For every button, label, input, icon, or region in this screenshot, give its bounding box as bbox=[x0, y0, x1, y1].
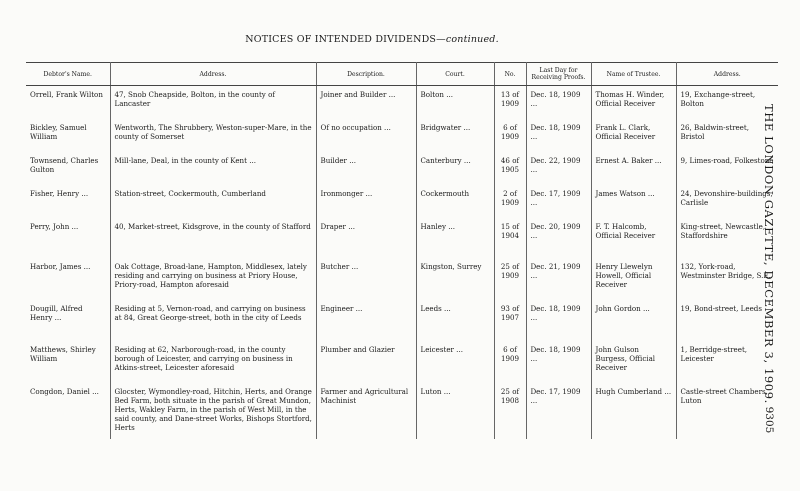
table-row bbox=[26, 119, 778, 152]
case-number: 2 of 1909 bbox=[494, 185, 526, 218]
trustee-name: Thomas H. Winder, Official Receiver bbox=[591, 86, 676, 120]
trustee-address: 132, York-road, Westminster Bridge, S.E. bbox=[680, 262, 771, 280]
debtor-address: Oak Cottage, Broad-lane, Hampton, Middlesex, lately residing and carrying on business at Priory House, Priory-road, Hampton aforesaid bbox=[110, 258, 316, 300]
table-row bbox=[26, 341, 778, 383]
case-number: 6 of 1909 bbox=[494, 341, 526, 383]
page-number bbox=[762, 400, 776, 440]
trustee-name: Henry Llewelyn Howell, Official Receiver bbox=[591, 258, 676, 300]
trustee-name: James Watson ... bbox=[591, 185, 676, 218]
last-day: Dec. 18, 1909 ... bbox=[526, 119, 591, 152]
trustee-address: 19, Exchange-street, Bolton bbox=[680, 90, 756, 108]
trustee-name: John Gulson Burgess, Official Receiver bbox=[591, 341, 676, 383]
trustee-address: 26, Baldwin-street, Bristol bbox=[680, 123, 749, 141]
description: Draper ... bbox=[316, 218, 416, 258]
col-header-no: No. bbox=[494, 63, 526, 86]
court: Canterbury ... bbox=[416, 152, 494, 185]
col-header-description: Description. bbox=[316, 63, 416, 86]
debtor-name: Orrell, Frank Wilton bbox=[26, 86, 110, 120]
col-header-debtor-name: Debtor's Name. bbox=[26, 63, 110, 86]
page-number-text: 9305 bbox=[763, 406, 775, 434]
last-day: Dec. 21, 1909 ... bbox=[526, 258, 591, 300]
table-row bbox=[26, 258, 778, 300]
debtor-name: Matthews, Shirley William bbox=[26, 341, 110, 383]
table-row bbox=[26, 152, 778, 185]
col-header-trustee-address: Address. bbox=[676, 63, 778, 86]
trustee-name: John Gordon ... bbox=[591, 300, 676, 341]
trustee-address: 1, Berridge-street, Leicester bbox=[680, 345, 748, 363]
page-title-continued: continued. bbox=[445, 34, 499, 45]
court: Leicester ... bbox=[416, 341, 494, 383]
court: Bridgwater ... bbox=[416, 119, 494, 152]
description: Ironmonger ... bbox=[316, 185, 416, 218]
trustee-name: Hugh Cumberland ... bbox=[591, 383, 676, 439]
case-number: 93 of 1907 bbox=[494, 300, 526, 341]
trustee-address: 19, Bond-street, Leeds bbox=[680, 304, 762, 313]
debtor-name: Dougill, Alfred Henry ... bbox=[26, 300, 110, 341]
trustee-address: 24, Devonshire-buildings, Carlisle bbox=[680, 189, 773, 207]
trustee-name: Ernest A. Baker ... bbox=[591, 152, 676, 185]
last-day: Dec. 18, 1909 ... bbox=[526, 300, 591, 341]
description: Builder ... bbox=[316, 152, 416, 185]
last-day: Dec. 17, 1909 ... bbox=[526, 185, 591, 218]
gazette-side-header bbox=[762, 104, 776, 404]
col-header-court: Court. bbox=[416, 63, 494, 86]
gazette-side-header-text: THE LONDON GAZETTE, DECEMBER 3, 1909. bbox=[762, 104, 776, 404]
trustee-name: Frank L. Clark, Official Receiver bbox=[591, 119, 676, 152]
last-day: Dec. 17, 1909 ... bbox=[526, 383, 591, 439]
case-number: 6 of 1909 bbox=[494, 119, 526, 152]
court: Bolton ... bbox=[416, 86, 494, 120]
col-header-last-day: Last Day for Receiving Proofs. bbox=[526, 63, 591, 86]
court: Leeds ... bbox=[416, 300, 494, 341]
case-number: 15 of 1904 bbox=[494, 218, 526, 258]
table-row bbox=[26, 218, 778, 258]
description: Butcher ... bbox=[316, 258, 416, 300]
debtor-address: 40, Market-street, Kidsgrove, in the county of Stafford bbox=[110, 218, 316, 258]
dividends-table bbox=[26, 62, 778, 439]
last-day: Dec. 18, 1909 ... bbox=[526, 86, 591, 120]
debtor-address: Mill-lane, Deal, in the county of Kent ... bbox=[110, 152, 316, 185]
col-header-trustee: Name of Trustee. bbox=[591, 63, 676, 86]
debtor-name: Congdon, Daniel ... bbox=[26, 383, 110, 439]
debtor-name: Fisher, Henry ... bbox=[26, 185, 110, 218]
trustee-name: F. T. Halcomb, Official Receiver bbox=[591, 218, 676, 258]
table-row bbox=[26, 383, 778, 439]
debtor-address: Glocster, Wymondley-road, Hitchin, Herts, and Orange Bed Farm, both situate in the parish of Great Mundon, Herts, Wakley Farm, in the parish of West Mill, in the said county, and Dane-street Works, Bishops Stortford, Herts bbox=[110, 383, 316, 439]
description: Of no occupation ... bbox=[316, 119, 416, 152]
debtor-name: Harbor, James ... bbox=[26, 258, 110, 300]
page-title bbox=[0, 34, 744, 45]
page-title-main: NOTICES OF INTENDED DIVIDENDS— bbox=[245, 34, 446, 45]
col-header-address: Address. bbox=[110, 63, 316, 86]
trustee-address: Castle-street Chambers, Luton bbox=[680, 387, 768, 405]
description: Joiner and Builder ... bbox=[316, 86, 416, 120]
debtor-name: Bickley, Samuel William bbox=[26, 119, 110, 152]
last-day: Dec. 18, 1909 ... bbox=[526, 341, 591, 383]
table-row bbox=[26, 185, 778, 218]
debtor-address: Residing at 62, Narborough-road, in the county borough of Leicester, and carrying on business in Atkins-street, Leicester aforesaid bbox=[110, 341, 316, 383]
table-header-row bbox=[26, 63, 778, 86]
case-number: 25 of 1908 bbox=[494, 383, 526, 439]
debtor-address: Station-street, Cockermouth, Cumberland bbox=[110, 185, 316, 218]
case-number: 13 of 1909 bbox=[494, 86, 526, 120]
debtor-name: Perry, John ... bbox=[26, 218, 110, 258]
last-day: Dec. 20, 1909 ... bbox=[526, 218, 591, 258]
court: Kingston, Surrey bbox=[416, 258, 494, 300]
court: Hanley ... bbox=[416, 218, 494, 258]
trustee-address: King-street, Newcastle, Staffordshire bbox=[680, 222, 766, 240]
description: Farmer and Agricultural Machinist bbox=[316, 383, 416, 439]
debtor-address: Residing at 5, Vernon-road, and carrying on business at 84, Great George-street, both in the city of Leeds bbox=[110, 300, 316, 341]
court: Luton ... bbox=[416, 383, 494, 439]
description: Engineer ... bbox=[316, 300, 416, 341]
trustee-address: 9, Limes-road, Folkestone bbox=[680, 156, 774, 165]
case-number: 46 of 1905 bbox=[494, 152, 526, 185]
debtor-address: 47, Snob Cheapside, Bolton, in the county of Lancaster bbox=[110, 86, 316, 120]
debtor-name: Townsend, Charles Gulton bbox=[26, 152, 110, 185]
debtor-address: Wentworth, The Shrubbery, Weston-super-Mare, in the county of Somerset bbox=[110, 119, 316, 152]
case-number: 25 of 1909 bbox=[494, 258, 526, 300]
court: Cockermouth bbox=[416, 185, 494, 218]
table-row bbox=[26, 86, 778, 120]
last-day: Dec. 22, 1909 ... bbox=[526, 152, 591, 185]
description: Plumber and Glazier bbox=[316, 341, 416, 383]
table-row bbox=[26, 300, 778, 341]
